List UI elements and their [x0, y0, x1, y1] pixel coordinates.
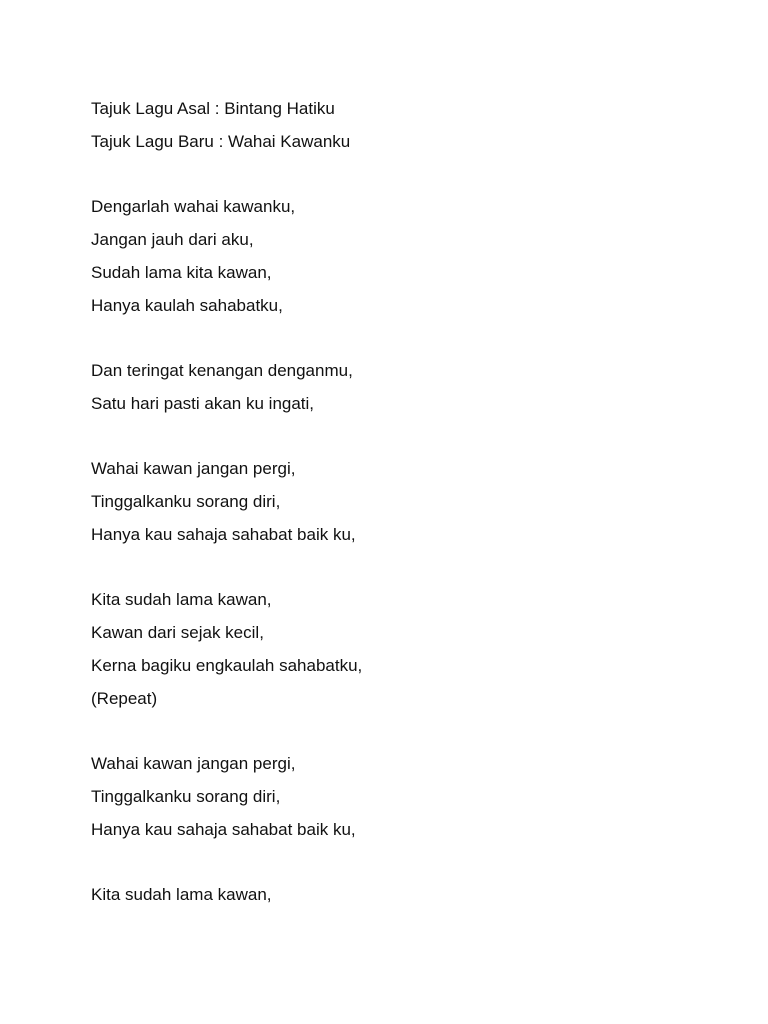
lyric-line: Kawan dari sejak kecil, — [91, 623, 264, 642]
stanza-5-chorus — [91, 747, 731, 846]
stanza-4 — [91, 583, 731, 715]
lyric-line: Kita sudah lama kawan, — [91, 885, 272, 904]
lyric-line: Wahai kawan jangan pergi, — [91, 459, 296, 478]
original-song-title: Tajuk Lagu Asal : Bintang Hatiku — [91, 99, 335, 118]
lyric-line: Dan teringat kenangan denganmu, — [91, 361, 353, 380]
lyric-line: Hanya kaulah sahabatku, — [91, 296, 283, 315]
lyric-line: Hanya kau sahaja sahabat baik ku, — [91, 525, 356, 544]
stanza-1 — [91, 190, 731, 322]
lyric-line: Sudah lama kita kawan, — [91, 263, 272, 282]
lyric-line: Kita sudah lama kawan, — [91, 590, 272, 609]
stanza-gap — [91, 158, 731, 190]
lyrics-text — [91, 92, 731, 911]
stanza-6 — [91, 878, 731, 911]
stanza-gap — [91, 846, 731, 878]
lyric-line: Wahai kawan jangan pergi, — [91, 754, 296, 773]
lyric-line: Tinggalkanku sorang diri, — [91, 787, 281, 806]
lyric-line: Dengarlah wahai kawanku, — [91, 197, 296, 216]
lyric-line: Satu hari pasti akan ku ingati, — [91, 394, 315, 413]
lyric-line: Jangan jauh dari aku, — [91, 230, 254, 249]
stanza-3-chorus — [91, 452, 731, 551]
stanza-2 — [91, 354, 731, 420]
stanza-gap — [91, 322, 731, 354]
stanza-gap — [91, 551, 731, 583]
lyric-line: Hanya kau sahaja sahabat baik ku, — [91, 820, 356, 839]
stanza-gap — [91, 715, 731, 747]
lyric-line: Kerna bagiku engkaulah sahabatku, — [91, 656, 363, 675]
new-song-title: Tajuk Lagu Baru : Wahai Kawanku — [91, 132, 351, 151]
repeat-marker: (Repeat) — [91, 689, 158, 708]
stanza-gap — [91, 420, 731, 452]
lyric-line: Tinggalkanku sorang diri, — [91, 492, 281, 511]
